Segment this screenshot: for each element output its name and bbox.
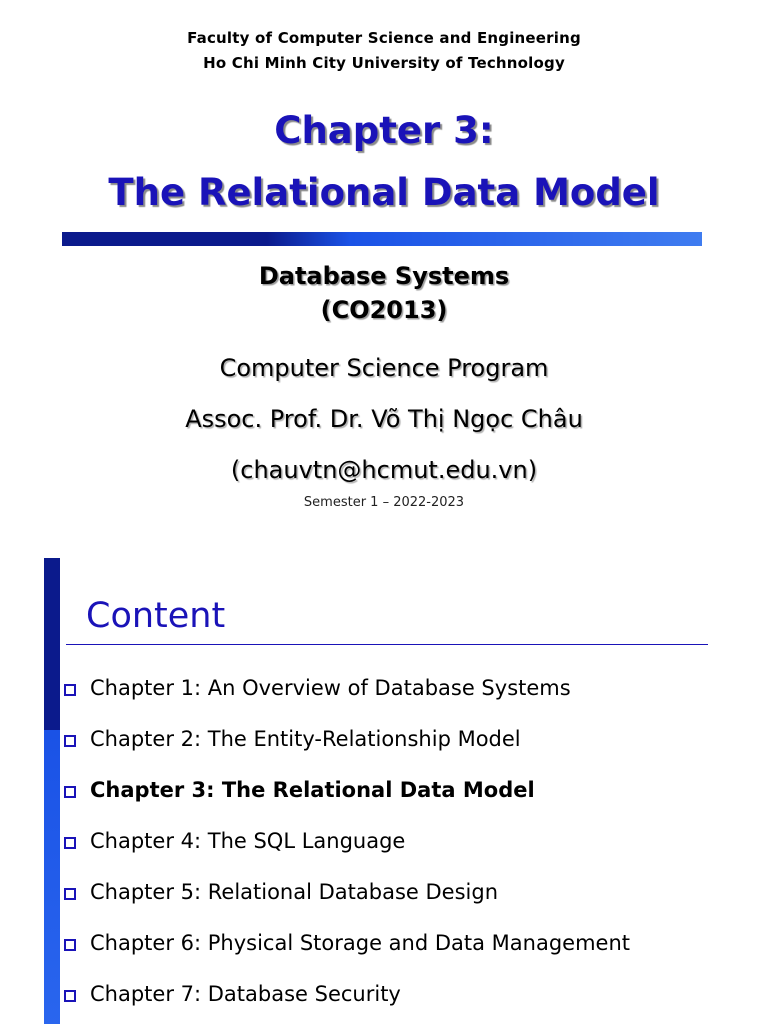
content-divider [66, 644, 708, 645]
content-heading: Content [86, 596, 226, 636]
square-bullet-icon [64, 939, 76, 951]
square-bullet-icon [64, 990, 76, 1002]
square-bullet-icon [64, 786, 76, 798]
faculty-header [0, 26, 768, 76]
chapter-label: Chapter 4: The SQL Language [90, 829, 406, 853]
square-bullet-icon [64, 735, 76, 747]
square-bullet-icon [64, 888, 76, 900]
course-name: Database Systems [258, 262, 510, 290]
title-divider [62, 232, 702, 246]
chapter-item-2 [62, 726, 630, 777]
chapter-item-1 [62, 675, 630, 726]
chapter-name: The Relational Data Model [108, 171, 660, 214]
chapter-label: Chapter 5: Relational Database Design [90, 880, 499, 904]
chapter-list [62, 675, 630, 1024]
program-name: Computer Science Program [219, 354, 549, 382]
course-block [0, 259, 768, 327]
chapter-item-4 [62, 828, 630, 879]
chapter-label: Chapter 7: Database Security [90, 982, 401, 1006]
faculty-name: Faculty of Computer Science and Engineering [187, 29, 581, 47]
side-accent-bar-light [44, 730, 60, 1024]
instructor-email: (chauvtn@hcmut.edu.vn) [230, 456, 538, 484]
instructor-name: Assoc. Prof. Dr. Võ Thị Ngọc Châu [185, 405, 583, 433]
course-code: (CO2013) [320, 296, 448, 324]
instructor-block [0, 343, 768, 496]
chapter-label-current: Chapter 3: The Relational Data Model [90, 778, 535, 802]
chapter-label: Chapter 6: Physical Storage and Data Management [90, 931, 631, 955]
chapter-item-6 [62, 930, 630, 981]
square-bullet-icon [64, 837, 76, 849]
chapter-item-5 [62, 879, 630, 930]
chapter-item-3 [62, 777, 630, 828]
university-name: Ho Chi Minh City University of Technology [203, 54, 565, 72]
chapter-title [0, 100, 768, 224]
side-accent-bar-dark [44, 558, 60, 730]
content-slide [0, 558, 768, 1024]
chapter-label: Chapter 1: An Overview of Database Systems [90, 676, 571, 700]
semester-label: Semester 1 – 2022-2023 [303, 495, 465, 510]
chapter-item-7 [62, 981, 630, 1024]
square-bullet-icon [64, 684, 76, 696]
chapter-number: Chapter 3: [274, 109, 494, 152]
chapter-label: Chapter 2: The Entity-Relationship Model [90, 727, 521, 751]
